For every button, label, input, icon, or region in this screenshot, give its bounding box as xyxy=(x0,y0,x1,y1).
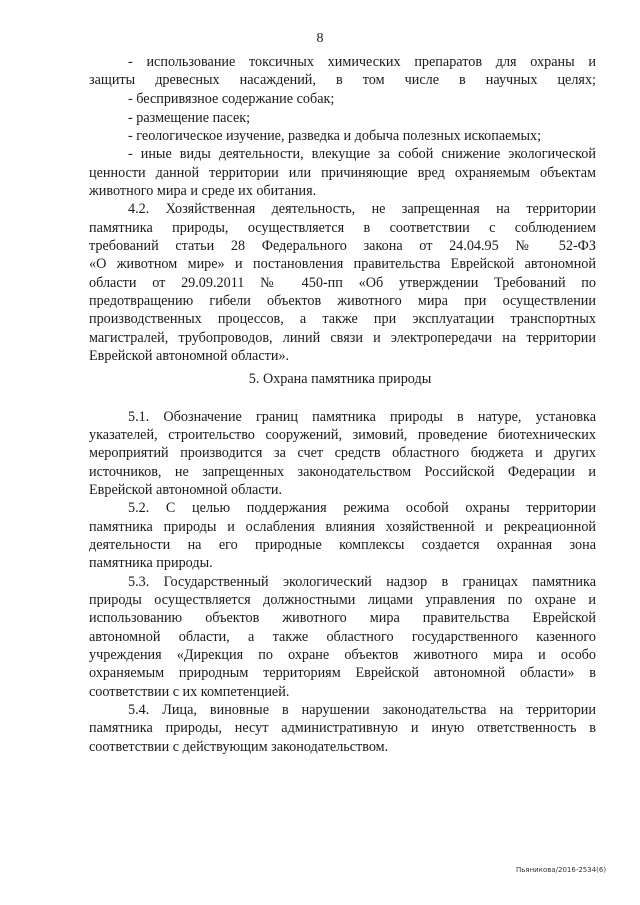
text-line: предотвращению гибели объектов животного мира при осуществлении xyxy=(89,293,596,309)
text-line: природы осуществляется должностными лицами управления по охране и xyxy=(89,592,596,608)
text-line: 5.4. Лица, виновные в нарушении законодательства на территории xyxy=(128,702,596,718)
text-line: памятника природы, осуществляется в соответствии с соблюдением xyxy=(89,220,596,236)
text-line: использованию объектов животного мира правительства Еврейской xyxy=(89,610,596,626)
text-line: животного мира и среде их обитания. xyxy=(89,183,317,199)
text-line: 4.2. Хозяйственная деятельность, не запрещенная на территории xyxy=(128,201,596,217)
text-line: - иные виды деятельности, влекущие за собой снижение экологической xyxy=(128,146,596,162)
text-line: области от 29.09.2011 № 450-пп «Об утверждении Требований по xyxy=(89,275,596,291)
text-line: 5.1. Обозначение границ памятника природы в натуре, установка xyxy=(128,409,596,425)
text-line: - беспривязное содержание собак; xyxy=(128,91,335,107)
text-line: «О животном мире» и постановления правительства Еврейской автономной xyxy=(89,256,596,272)
text-line: 5.3. Государственный экологический надзор в границах памятника xyxy=(128,574,596,590)
text-line: соответствии с их компетенцией. xyxy=(89,684,290,700)
text-line: Еврейской автономной области. xyxy=(89,482,282,498)
text-line: источников, не запрещенных законодательством Российской Федерации и xyxy=(89,464,596,480)
text-line: защиты древесных насаждений, в том числе в научных целях; xyxy=(89,72,596,88)
section-heading: 5. Охрана памятника природы xyxy=(248,371,432,387)
text-line: Еврейской автономной области». xyxy=(89,348,290,364)
text-line: учреждения «Дирекция по охране объектов животного мира и особо xyxy=(89,647,596,663)
text-line: - использование токсичных химических препаратов для охраны и xyxy=(128,54,596,70)
footer-document-code: Пьяникова/2016-2534(6) xyxy=(516,866,607,874)
text-line: соответствии с действующим законодательством. xyxy=(89,739,389,755)
text-line: деятельности на его природные комплексы создается охранная зона xyxy=(89,537,596,553)
text-line: памятника природы. xyxy=(89,555,213,571)
text-line: - геологическое изучение, разведка и добыча полезных ископаемых; xyxy=(128,128,542,144)
text-line: охраняемым природным территориям Еврейской автономной области» в xyxy=(89,665,596,681)
text-line: памятника природы и ослабления влияния хозяйственной и рекреационной xyxy=(89,519,596,535)
page-number: 8 xyxy=(316,31,324,46)
text-line: ценности данной территории или причиняющие вред охраняемым объектам xyxy=(89,165,596,181)
text-line: указателей, строительство сооружений, зимовий, проведение биотехнических xyxy=(89,427,596,443)
text-line: требований статьи 28 Федерального закона от 24.04.95 № 52-ФЗ xyxy=(89,238,596,254)
text-line: производственных процессов, а также при эксплуатации транспортных xyxy=(89,311,596,327)
text-line: автономной области, а также областного государственного казенного xyxy=(89,629,596,645)
text-line: мероприятий производится за счет средств областного бюджета и других xyxy=(89,445,596,461)
text-line: 5.2. С целью поддержания режима особой охраны территории xyxy=(128,500,596,516)
text-line: - размещение пасек; xyxy=(128,110,251,126)
text-line: магистралей, трубопроводов, линий связи и электропередачи на территории xyxy=(89,330,596,346)
text-line: памятника природы, несут административную и иную ответственность в xyxy=(89,720,596,736)
